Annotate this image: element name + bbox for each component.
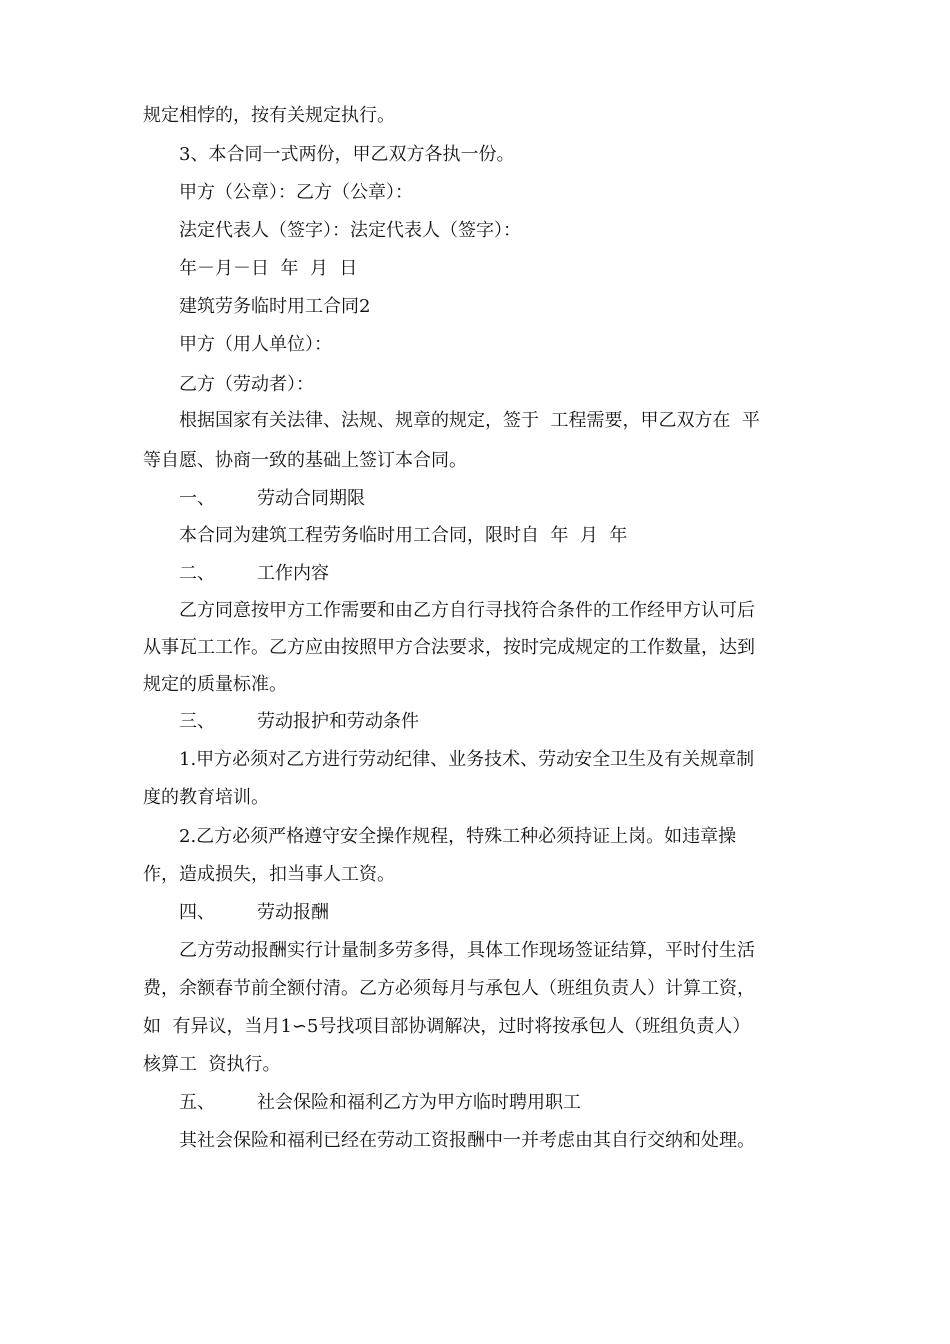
section-heading: [179, 901, 329, 925]
text-line: 等自愿、协商一致的基础上签订本合同。: [143, 450, 467, 471]
text-line: 根据国家有关法律、法规、规章的规定，签于 工程需要，甲乙双方在 平: [179, 410, 760, 431]
section-title: 社会保险和福利乙方为甲方临时聘用职工: [257, 1092, 581, 1113]
text-line: 2.乙方必须严格遵守安全操作规程，特殊工种必须持证上岗。如违章操: [179, 826, 737, 847]
text-line: 本合同为建筑工程劳务临时用工合同，限时自 年 月 年: [179, 525, 628, 546]
text-line: 乙方劳动报酬实行计量制多劳多得，具体工作现场签证结算，平时付生活: [179, 940, 755, 961]
section-title: 工作内容: [257, 563, 329, 584]
text-line: 其社会保险和福利已经在劳动工资报酬中一并考虑由其自行交纳和处理。: [179, 1130, 755, 1151]
section-heading: [179, 562, 329, 586]
text-line: 乙方同意按甲方工作需要和由乙方自行寻找符合条件的工作经甲方认可后: [179, 600, 755, 621]
contract-title: 建筑劳务临时用工合同2: [179, 296, 371, 317]
text-line: 规定相悖的，按有关规定执行。: [143, 105, 395, 126]
text-line: 从事瓦工工作。乙方应由按照甲方合法要求，按时完成规定的工作数量，达到: [143, 637, 755, 658]
text-line: 规定的质量标准。: [143, 674, 287, 695]
section-number: 一、: [179, 488, 215, 509]
party-b-line: 乙方（劳动者）：: [179, 374, 314, 395]
section-number: 二、: [179, 563, 215, 584]
section-title: 劳动合同期限: [257, 488, 365, 509]
section-number: 三、: [179, 711, 215, 732]
party-a-line: 甲方（用人单位）：: [179, 334, 332, 355]
section-number: 四、: [179, 902, 215, 923]
text-line: 作，造成损失，扣当事人工资。: [143, 864, 395, 885]
section-heading: [179, 1091, 581, 1115]
text-line: 3、本合同一式两份，甲乙双方各执一份。: [179, 144, 515, 165]
text-line: 法定代表人（签字）：法定代表人（签字）：: [179, 220, 521, 241]
text-line: 度的教育培训。: [143, 787, 269, 808]
section-title: 劳动报护和劳动条件: [257, 711, 419, 732]
section-number: 五、: [179, 1092, 215, 1113]
text-line: 费，余额春节前全额付清。乙方必须每月与承包人（班组负责人）计算工资，: [143, 978, 755, 999]
text-line: 核算工 资执行。: [143, 1054, 281, 1075]
date-line: 年－月－日 年 月 日: [179, 258, 358, 279]
section-heading: [179, 710, 419, 734]
section-title: 劳动报酬: [257, 902, 329, 923]
text-line: 如 有异议，当月1∽5号找项目部协调解决，过时将按承包人（班组负责人）: [143, 1016, 751, 1037]
section-heading: [179, 487, 365, 511]
text-line: 1.甲方必须对乙方进行劳动纪律、业务技术、劳动安全卫生及有关规章制: [179, 749, 755, 770]
text-line: 甲方（公章）：乙方（公章）：: [179, 182, 413, 203]
